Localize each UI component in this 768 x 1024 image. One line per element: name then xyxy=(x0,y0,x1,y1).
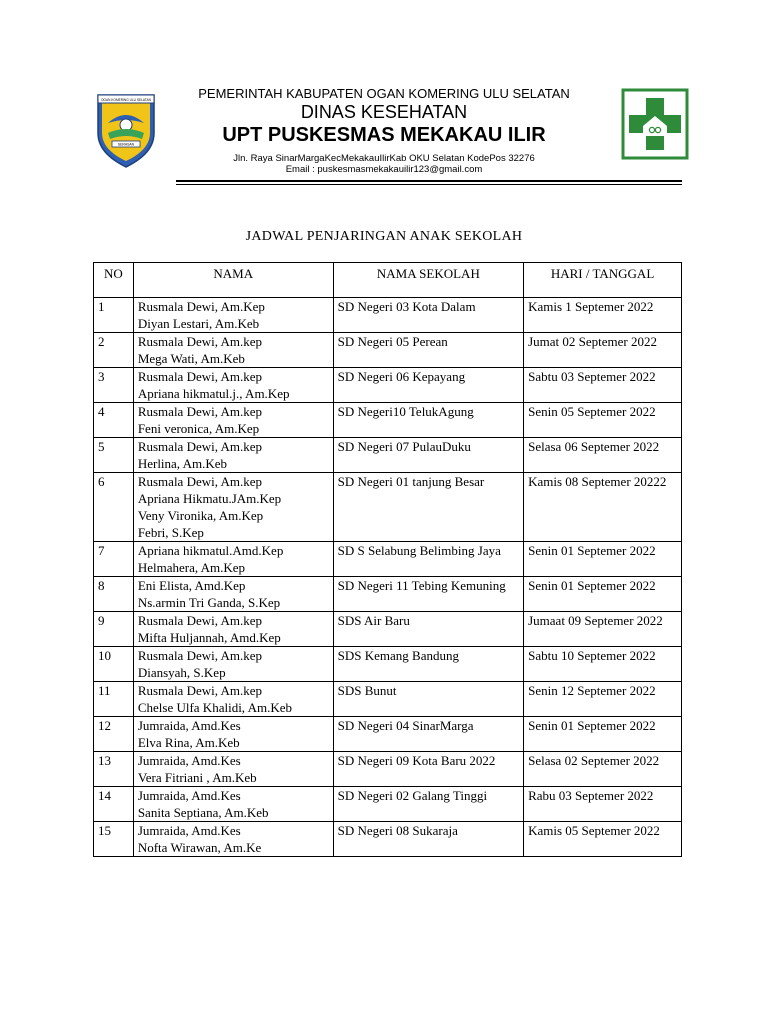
row-date: Senin 01 Septemer 2022 xyxy=(524,542,682,577)
staff-name: Diyan Lestari, Am.Keb xyxy=(137,316,260,331)
row-names xyxy=(133,333,333,368)
row-date: Sabtu 10 Septemer 2022 xyxy=(524,647,682,682)
staff-name: Jumraida, Amd.Kes xyxy=(137,823,241,838)
row-school: SD Negeri 07 PulauDuku xyxy=(333,438,523,473)
row-number: 13 xyxy=(94,752,134,787)
column-header-nama: NAMA xyxy=(133,263,333,298)
row-date: Kamis 08 Septemer 20222 xyxy=(524,473,682,542)
staff-name: Jumraida, Amd.Kes xyxy=(137,718,241,733)
staff-name: Vera Fitriani , Am.Keb xyxy=(137,770,257,785)
address-line: Jln. Raya SinarMargaKecMekakauIlirKab OKU Selatan KodePos 32276 xyxy=(233,153,535,164)
email-line: Email : puskesmasmekakauilir123@gmail.com xyxy=(285,164,483,175)
column-header-tanggal: HARI / TANGGAL xyxy=(524,263,682,298)
staff-name: Elva Rina, Am.Keb xyxy=(137,735,240,750)
org-name: UPT PUSKESMAS MEKAKAU ILIR xyxy=(222,124,546,146)
column-header-sekolah: NAMA SEKOLAH xyxy=(333,263,523,298)
row-names xyxy=(133,473,333,542)
staff-name: Ns.armin Tri Ganda, S.Kep xyxy=(137,595,281,610)
table-row xyxy=(94,647,682,682)
table-row xyxy=(94,473,682,542)
table-row xyxy=(94,612,682,647)
table-row xyxy=(94,752,682,787)
row-date: Jumat 02 Septemer 2022 xyxy=(524,333,682,368)
row-school: SD Negeri 01 tanjung Besar xyxy=(333,473,523,542)
row-number: 11 xyxy=(94,682,134,717)
row-number: 2 xyxy=(94,333,134,368)
row-names xyxy=(133,787,333,822)
staff-name: Mega Wati, Am.Keb xyxy=(137,351,245,366)
row-number: 1 xyxy=(94,298,134,333)
row-school: SD S Selabung Belimbing Jaya xyxy=(333,542,523,577)
row-names xyxy=(133,542,333,577)
staff-name: Rusmala Dewi, Am.kep xyxy=(137,683,263,698)
row-school: SD Negeri 05 Perean xyxy=(333,333,523,368)
table-row xyxy=(94,438,682,473)
row-school: SDS Bunut xyxy=(333,682,523,717)
row-date: Kamis 05 Septemer 2022 xyxy=(524,822,682,857)
letterhead-rule-thin xyxy=(176,184,682,185)
row-number: 12 xyxy=(94,717,134,752)
table-row xyxy=(94,368,682,403)
row-number: 4 xyxy=(94,403,134,438)
table-row xyxy=(94,403,682,438)
row-school: SD Negeri 02 Galang Tinggi xyxy=(333,787,523,822)
staff-name: Helmahera, Am.Kep xyxy=(137,560,246,575)
row-names xyxy=(133,647,333,682)
gov-line: PEMERINTAH KABUPATEN OGAN KOMERING ULU SELATAN xyxy=(198,86,570,101)
row-school: SD Negeri 09 Kota Baru 2022 xyxy=(333,752,523,787)
table-row xyxy=(94,298,682,333)
table-row xyxy=(94,822,682,857)
staff-name: Jumraida, Amd.Kes xyxy=(137,788,241,803)
row-number: 10 xyxy=(94,647,134,682)
row-date: Senin 01 Septemer 2022 xyxy=(524,577,682,612)
row-date: Selasa 02 Septemer 2022 xyxy=(524,752,682,787)
staff-name: Rusmala Dewi, Am.Kep xyxy=(137,299,265,314)
dept-name: DINAS KESEHATAN xyxy=(300,102,468,122)
row-names xyxy=(133,752,333,787)
staff-name: Rusmala Dewi, Am.kep xyxy=(137,613,263,628)
row-date: Selasa 06 Septemer 2022 xyxy=(524,438,682,473)
row-date: Rabu 03 Septemer 2022 xyxy=(524,787,682,822)
row-date: Kamis 1 Septemer 2022 xyxy=(524,298,682,333)
row-number: 9 xyxy=(94,612,134,647)
staff-name: Sanita Septiana, Am.Keb xyxy=(137,805,269,820)
table-row xyxy=(94,787,682,822)
row-school: SDS Air Baru xyxy=(333,612,523,647)
row-names xyxy=(133,368,333,403)
row-school: SD Negeri 11 Tebing Kemuning xyxy=(333,577,523,612)
row-number: 14 xyxy=(94,787,134,822)
staff-name: Chelse Ulfa Khalidi, Am.Keb xyxy=(137,700,292,715)
row-date: Senin 12 Septemer 2022 xyxy=(524,682,682,717)
staff-name: Herlina, Am.Keb xyxy=(137,456,227,471)
document-title: JADWAL PENJARINGAN ANAK SEKOLAH xyxy=(245,229,523,244)
staff-name: Rusmala Dewi, Am.kep xyxy=(137,369,263,384)
row-names xyxy=(133,822,333,857)
row-date: Senin 01 Septemer 2022 xyxy=(524,717,682,752)
staff-name: Apriana hikmatul.j., Am.Kep xyxy=(137,386,290,401)
row-names xyxy=(133,717,333,752)
table-row xyxy=(94,333,682,368)
row-names xyxy=(133,612,333,647)
row-number: 15 xyxy=(94,822,134,857)
row-names xyxy=(133,682,333,717)
row-school: SD Negeri 06 Kepayang xyxy=(333,368,523,403)
row-school: SD Negeri10 TelukAgung xyxy=(333,403,523,438)
staff-name: Jumraida, Amd.Kes xyxy=(137,753,241,768)
row-school: SDS Kemang Bandung xyxy=(333,647,523,682)
staff-name: Rusmala Dewi, Am.kep xyxy=(137,404,263,419)
staff-name: Eni Elista, Amd.Kep xyxy=(137,578,246,593)
column-header-no: NO xyxy=(94,263,134,298)
staff-name: Apriana Hikmatu.JAm.Kep xyxy=(137,491,282,506)
staff-name: Mifta Huljannah, Amd.Kep xyxy=(137,630,281,645)
row-date: Jumaat 09 Septemer 2022 xyxy=(524,612,682,647)
table-row xyxy=(94,577,682,612)
row-number: 3 xyxy=(94,368,134,403)
row-school: SD Negeri 08 Sukaraja xyxy=(333,822,523,857)
row-school: SD Negeri 04 SinarMarga xyxy=(333,717,523,752)
table-row xyxy=(94,682,682,717)
staff-name: Rusmala Dewi, Am.kep xyxy=(137,474,263,489)
row-number: 5 xyxy=(94,438,134,473)
letterhead-rule-thick xyxy=(176,180,682,182)
staff-name: Nofta Wirawan, Am.Ke xyxy=(137,840,262,855)
table-row xyxy=(94,717,682,752)
row-date: Sabtu 03 Septemer 2022 xyxy=(524,368,682,403)
staff-name: Feni veronica, Am.Kep xyxy=(137,421,260,436)
staff-name: Febri, S.Kep xyxy=(137,525,204,540)
row-number: 6 xyxy=(94,473,134,542)
staff-name: Diansyah, S.Kep xyxy=(137,665,226,680)
table-header-row xyxy=(94,263,682,298)
row-number: 7 xyxy=(94,542,134,577)
row-names xyxy=(133,577,333,612)
staff-name: Rusmala Dewi, Am.kep xyxy=(137,439,263,454)
row-names xyxy=(133,403,333,438)
table-row xyxy=(94,542,682,577)
row-number: 8 xyxy=(94,577,134,612)
row-school: SD Negeri 03 Kota Dalam xyxy=(333,298,523,333)
staff-name: Rusmala Dewi, Am.kep xyxy=(137,648,263,663)
crest-banner-text: OGAN KOMERING ULU SELATAN xyxy=(101,98,151,102)
staff-name: Apriana hikmatul.Amd.Kep xyxy=(137,543,284,558)
schedule-body xyxy=(94,298,682,857)
row-date: Senin 05 Septemer 2022 xyxy=(524,403,682,438)
crest-motto-text: SERASAN xyxy=(117,142,135,147)
row-names xyxy=(133,438,333,473)
schedule-table xyxy=(93,262,682,857)
row-names xyxy=(133,298,333,333)
staff-name: Veny Vironika, Am.Kep xyxy=(137,508,264,523)
staff-name: Rusmala Dewi, Am.kep xyxy=(137,334,263,349)
